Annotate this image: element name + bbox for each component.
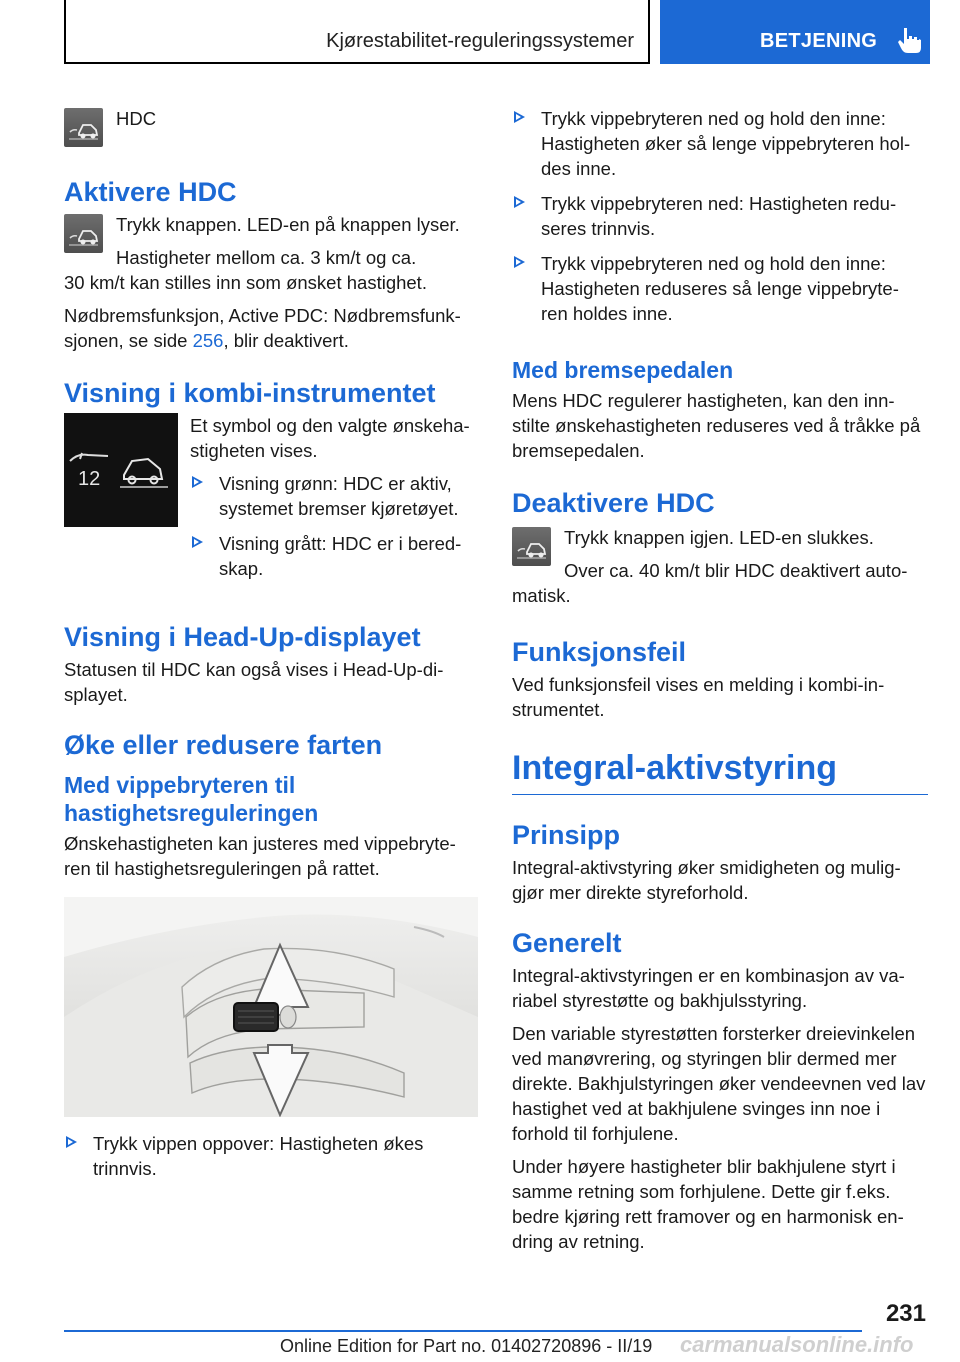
malfunction-text: Ved funksjonsfeil vises en melding i kombi-in‐ strumentet.	[512, 674, 885, 720]
heading-speed-adjust: Øke eller redusere farten	[64, 730, 383, 760]
triangle-bullet-icon	[514, 111, 525, 123]
page-link-256[interactable]: 256	[192, 330, 224, 351]
activate-speed-range-cont: 30 km/t kan stilles inn som ønsket hastighet.	[64, 272, 427, 293]
triangle-bullet-icon	[514, 256, 525, 268]
hdc-button-icon	[64, 214, 103, 253]
emergency-brake-note: Nødbremsfunksjon, Active PDC: Nødbremsfunk‐ sjonen, se side 256, blir deaktivert.	[64, 305, 461, 351]
list-item: Trykk vippebryteren ned og hold den inne: Hastigheten reduseres så lenge vippebryte‐ ren holdes inne.	[512, 251, 928, 326]
brake-text: Mens HDC regulerer hastigheten, kan den inn‐ stilte ønskehastigheten reduseres ved å tråkke på bremsepedalen.	[512, 390, 921, 461]
subheading-rocker-switch: Med vippebryteren til hastighetsreguleringen	[64, 772, 319, 826]
section-tab	[660, 0, 930, 64]
deactivate-auto-cont: matisk.	[512, 585, 571, 606]
kombi-section	[64, 413, 478, 609]
pointing-hand-icon	[896, 26, 922, 54]
heading-general: Generelt	[512, 928, 622, 958]
triangle-bullet-icon	[192, 476, 203, 488]
heading-activate-hdc: Aktivere HDC	[64, 177, 237, 207]
steering-wheel-rocker-image	[64, 897, 478, 1117]
integral-title-block	[512, 748, 928, 795]
page-number: 231	[885, 1300, 926, 1327]
general-text-3: Under høyere hastigheter blir bakhjulene styrt i samme retning som forhjulene. Dette gir f.eks. bedre kjøring rett framover og en harmonisk en‐ dring av retning.	[512, 1156, 904, 1252]
section-label: BETJENING	[760, 30, 878, 52]
triangle-bullet-icon	[192, 536, 203, 548]
hdc-button-icon	[512, 527, 551, 566]
heading-integral-active-steering: Integral-aktivstyring	[512, 749, 837, 787]
heading-malfunction: Funksjonsfeil	[512, 637, 687, 667]
kombi-bullets	[190, 471, 478, 581]
activate-text: Trykk knappen. LED-en på knappen lyser.	[116, 214, 460, 235]
heading-kombi-display: Visning i kombi-instrumentet	[64, 378, 436, 408]
header-title-box	[64, 0, 650, 64]
activate-speed-range: Hastigheter mellom ca. 3 km/t og ca.	[116, 247, 417, 268]
display-speed-number: 12	[78, 468, 101, 490]
principle-text: Integral-aktivstyring øker smidigheten og mulig‐ gjør mer direkte styreforhold.	[512, 857, 901, 903]
activate-hdc-row	[64, 212, 478, 270]
list-item: Trykk vippen oppover: Hastigheten økes trinnvis.	[64, 1131, 478, 1181]
hdc-label: HDC	[116, 108, 157, 129]
instrument-display-image	[64, 413, 178, 527]
list-item: Trykk vippebryteren ned: Hastigheten redu‐ seres trinnvis.	[512, 191, 928, 241]
page-header	[0, 0, 960, 66]
triangle-bullet-icon	[66, 1136, 77, 1148]
list-item: Visning grønn: HDC er aktiv, systemet bremser kjøretøyet.	[190, 471, 478, 521]
rocker-up-bullets	[64, 1131, 478, 1181]
hud-text: Statusen til HDC kan også vises i Head-Up-di‐ splayet.	[64, 659, 444, 705]
hdc-symbol-row	[64, 96, 478, 148]
triangle-bullet-icon	[514, 196, 525, 208]
left-column	[64, 96, 478, 1191]
right-column	[512, 96, 928, 1262]
subheading-brake-pedal: Med bremsepedalen	[512, 357, 734, 383]
heading-deactivate-hdc: Deaktivere HDC	[512, 488, 715, 518]
rocker-text: Ønskehastigheten kan justeres med vippebryte‐ ren til hastighetsreguleringen på rattet.	[64, 833, 456, 879]
deactivate-auto: Over ca. 40 km/t blir HDC deaktivert auto‐	[564, 560, 908, 581]
watermark-text: carmanualsonline.info	[680, 1332, 914, 1357]
rocker-down-bullets	[512, 106, 928, 326]
list-item: Trykk vippebryteren ned og hold den inne: Hastigheten øker så lenge vippebryteren hol‐ des inne.	[512, 106, 928, 181]
general-text-1: Integral-aktivstyringen er en kombinasjon av va‐ riabel styrestøtte og bakhjulsstyring.	[512, 965, 905, 1011]
heading-principle: Prinsipp	[512, 820, 621, 850]
deactivate-text: Trykk knappen igjen. LED-en slukkes.	[564, 527, 874, 548]
chapter-title: Kjørestabilitet-reguleringssystemer	[326, 30, 634, 52]
list-item: Visning grått: HDC er i bered‐ skap.	[190, 531, 478, 581]
heading-hud: Visning i Head-Up-displayet	[64, 622, 421, 652]
deactivate-hdc-row	[512, 525, 928, 583]
hdc-button-icon	[64, 108, 103, 147]
general-text-2: Den variable styrestøtten forsterker dreievinkelen ved manøvrering, og styringen blir dermed mer direkte. Bakhjulstyringen øker vendeevnen ved lav hastighet ved at bakhjulene svinges inn noe i forhold til forhjulene.	[512, 1023, 926, 1144]
kombi-intro: Et symbol og den valgte ønskeha‐ stigheten vises.	[190, 415, 470, 461]
edition-text: Online Edition for Part no. 01402720896 - II/19	[280, 1336, 653, 1356]
